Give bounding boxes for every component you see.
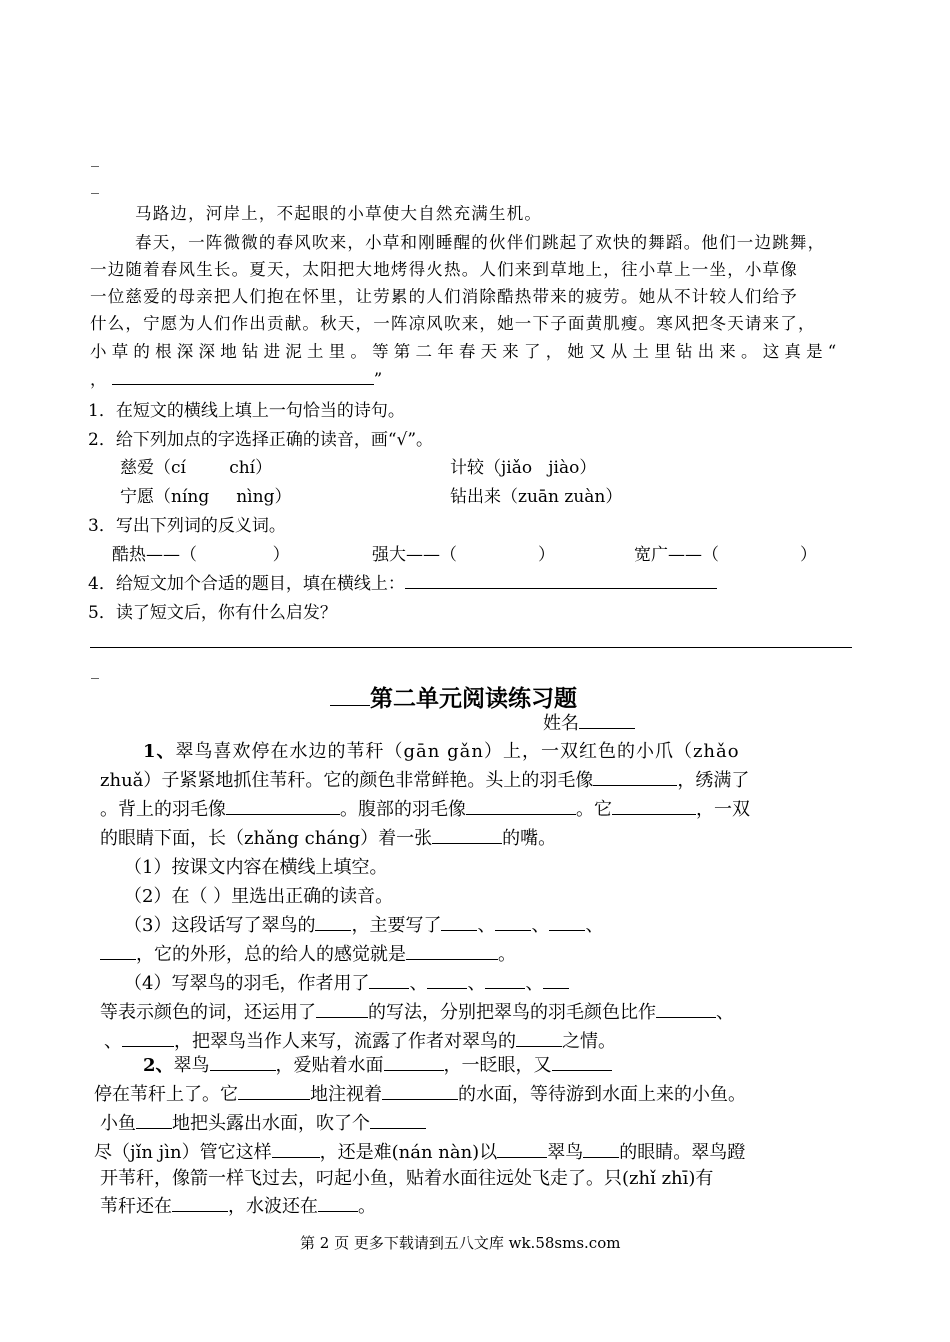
sub4-text: 、 [525, 973, 544, 994]
name-field [543, 709, 635, 739]
sub4-text: （4）写翠鸟的羽毛，作者用了 [124, 973, 370, 994]
passage-line: 小草的根深深地钻进泥土里。等第二年春天来了，她又从土里钻出来。这真是“ [90, 342, 842, 361]
blank[interactable] [466, 796, 576, 815]
blank[interactable] [172, 1193, 228, 1212]
p2-text: 小鱼 [100, 1113, 136, 1134]
section-title [330, 680, 577, 713]
sub4-text: 、 [409, 973, 428, 994]
sub4-text: 、 [104, 1031, 122, 1052]
blank[interactable] [543, 970, 569, 989]
p1-text: 翠鸟喜欢停在水边的苇秆（gān gǎn）上，一双红色的小爪（zhǎo [175, 741, 740, 762]
p2-text: 地注视着 [310, 1084, 382, 1105]
sub3-text: 、 [531, 915, 550, 936]
poem-open: ， [90, 370, 108, 389]
p1-text: 。腹部的羽毛像 [340, 799, 466, 820]
sub-question-1: （1）按课文内容在横线上填空。 [124, 857, 388, 878]
answer-line[interactable] [90, 647, 852, 648]
blank[interactable] [593, 767, 677, 786]
p1-text: 。它 [576, 799, 612, 820]
p2-text: 的眼睛。翠鸟蹬 [619, 1142, 746, 1163]
blank[interactable] [238, 1081, 310, 1100]
sub4-text: 、 [716, 1002, 734, 1023]
question-1: 1．在短文的横线上填上一句恰当的诗句。 [88, 401, 405, 421]
p2-text: 停在苇秆上了。它 [94, 1084, 238, 1105]
blank[interactable] [100, 941, 136, 960]
blank[interactable] [656, 999, 716, 1018]
blank[interactable] [122, 1028, 174, 1047]
blank[interactable] [136, 1110, 172, 1129]
p1-text: ，绣满了 [677, 770, 750, 791]
blank[interactable] [370, 1110, 426, 1129]
p1-line [143, 737, 740, 767]
blank[interactable] [382, 1081, 458, 1100]
p2-line [143, 1051, 612, 1081]
sub4-text: 的写法，分别把翠鸟的羽毛颜色比作 [368, 1002, 656, 1023]
blank[interactable] [369, 970, 409, 989]
blank[interactable] [316, 999, 368, 1018]
poem-blank-line [90, 366, 880, 393]
end-mark: _ [91, 660, 99, 679]
poem-blank[interactable] [112, 368, 374, 386]
q3-item: 酷热——（ ） [112, 545, 290, 565]
title-blank[interactable] [405, 571, 717, 589]
top-mark: _ [91, 175, 99, 194]
question-4-text: 4．给短文加个合适的题目，填在横线上： [88, 574, 405, 594]
q2-item: 宁愿（níng nìng） [120, 487, 292, 507]
p2-text: ，水波还在 [228, 1196, 318, 1217]
passage-line: 什么，宁愿为人们作出贡献。秋天，一阵凉风吹来，她一下子面黄肌瘦。寒风把冬天请来了， [90, 314, 816, 333]
question-4 [88, 570, 717, 598]
blank[interactable] [516, 1028, 562, 1047]
sub3-text: ，主要写了 [351, 915, 442, 936]
q2-item: 慈爱（cí chí） [120, 458, 273, 478]
name-blank[interactable] [579, 710, 635, 729]
p1-line [100, 824, 556, 854]
blank[interactable] [485, 970, 525, 989]
p2-text: ，爱贴着水面 [275, 1055, 384, 1076]
p1-text: ，一双 [696, 799, 750, 820]
p1-text: 。背上的羽毛像 [100, 799, 226, 820]
sub3-text: 、 [585, 915, 604, 936]
p1-text: 的眼睛下面，长（zhǎng cháng）着一张 [100, 828, 433, 849]
p2-text: 苇秆还在 [100, 1196, 172, 1217]
blank[interactable] [552, 1052, 612, 1071]
p2-text: 翠鸟 [173, 1055, 210, 1076]
p2-text: 。 [358, 1196, 376, 1217]
question-3: 3．写出下列词的反义词。 [88, 516, 286, 536]
blank[interactable] [210, 1052, 276, 1071]
passage-line: 一位慈爱的母亲把人们抱在怀里，让劳累的人们消除酷热带来的疲劳。她从不计较人们给予 [90, 287, 798, 306]
q2-item: 计较（jiǎo jiào） [450, 458, 597, 478]
sub3-text: ，它的外形，总的给人的感觉就是 [136, 944, 406, 965]
blank[interactable] [384, 1052, 444, 1071]
blank[interactable] [226, 796, 340, 815]
q3-item: 宽广——（ ） [634, 545, 818, 565]
sub3-text: 。 [498, 944, 516, 965]
sub-question-3 [124, 911, 603, 941]
p2-text: ，还是难(nán nàn)以 [319, 1142, 498, 1163]
top-mark: _ [91, 148, 99, 167]
p1-line [100, 795, 750, 825]
blank[interactable] [406, 941, 498, 960]
blank[interactable] [432, 825, 502, 844]
p2-number: 2、 [143, 1055, 174, 1076]
sub4-text: 、 [467, 973, 486, 994]
q2-item: 钻出来（zuān zuàn） [450, 487, 623, 507]
passage-line: 春天，一阵微微的春风吹来，小草和刚睡醒的伙伴们跳起了欢快的舞蹈。他们一边跳舞， [135, 233, 826, 252]
passage-intro: 马路边，河岸上，不起眼的小草使大自然充满生机。 [135, 204, 543, 223]
p2-line: 开苇秆，像箭一样飞过去，叼起小鱼，贴着水面往远处飞走了。只(zhǐ zhī)有 [100, 1168, 714, 1189]
p2-line [100, 1192, 376, 1222]
p2-line [94, 1080, 746, 1110]
sub-question-3-cont [100, 940, 516, 970]
page-footer: 第 2 页 更多下载请到五八文库 wk.58sms.com [300, 1234, 621, 1252]
blank[interactable] [318, 1193, 358, 1212]
sub4-text: ，把翠鸟当作人来写，流露了作者对翠鸟的 [174, 1031, 516, 1052]
passage-line: 一边随着春风生长。夏天，太阳把大地烤得火热。人们来到草地上，往小草上一坐，小草像 [90, 260, 798, 279]
p2-text: 地把头露出水面，吹了个 [172, 1113, 370, 1134]
sub-question-4 [124, 969, 569, 999]
poem-close: ” [373, 370, 384, 389]
section-title-text: 第二单元阅读练习题 [370, 685, 577, 712]
blank[interactable] [549, 912, 585, 931]
sub4-text: 等表示颜色的词，还运用了 [100, 1002, 316, 1023]
sub3-text: 、 [477, 915, 496, 936]
blank[interactable] [612, 796, 696, 815]
sub-question-4-cont [100, 998, 734, 1028]
title-prefix-blank [330, 687, 370, 706]
sub-question-2: （2）在（ ）里选出正确的读音。 [124, 886, 394, 907]
p2-text: 的水面，等待游到水面上来的小鱼。 [458, 1084, 746, 1105]
p2-text: 翠鸟 [547, 1142, 584, 1163]
p2-text: ，一眨眼，又 [443, 1055, 552, 1076]
sub3-text: （3）这段话写了翠鸟的 [124, 915, 316, 936]
blank[interactable] [583, 1139, 619, 1158]
p2-text: 尽（jǐn jìn）管它这样 [94, 1142, 272, 1163]
blank[interactable] [441, 912, 477, 931]
blank[interactable] [427, 970, 467, 989]
blank[interactable] [495, 912, 531, 931]
sub4-text: 之情。 [562, 1031, 616, 1052]
p1-text: 的嘴。 [502, 828, 557, 849]
blank[interactable] [315, 912, 351, 931]
q3-item: 强大——（ ） [372, 545, 556, 565]
p1-line [100, 766, 749, 796]
p1-text: zhuǎ）子紧紧地抓住苇秆。它的颜色非常鲜艳。头上的羽毛像 [100, 770, 594, 791]
question-5: 5．读了短文后，你有什么启发？ [88, 603, 337, 623]
blank[interactable] [272, 1139, 320, 1158]
p1-number: 1、 [143, 741, 176, 762]
blank[interactable] [497, 1139, 547, 1158]
p2-line [100, 1109, 426, 1139]
question-2: 2．给下列加点的字选择正确的读音，画“√”。 [88, 430, 434, 450]
name-label: 姓名 [543, 713, 579, 734]
